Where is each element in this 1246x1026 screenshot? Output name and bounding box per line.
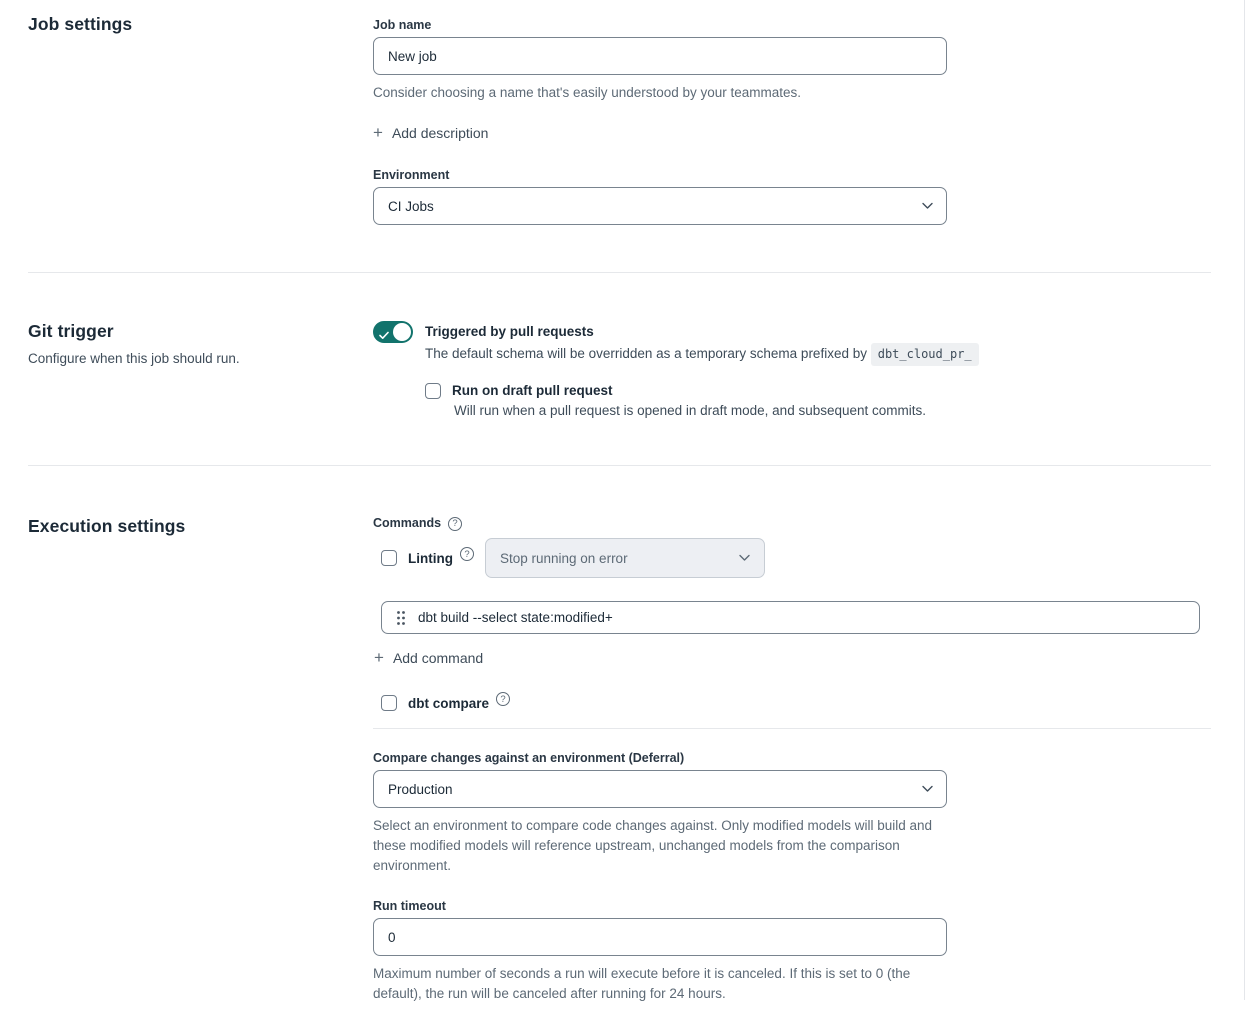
linting-help-icon[interactable]: ? (460, 547, 474, 561)
section-execution-settings (0, 466, 1244, 1026)
section-job-settings (0, 0, 1244, 272)
run-timeout-input[interactable] (373, 918, 947, 956)
deferral-label: Compare changes against an environment (Deferral) (373, 751, 685, 765)
page-title: Job settings (28, 14, 133, 34)
run-timeout-helper: Maximum number of seconds a run will execute before it is canceled. If this is set to 0 (the default), the run will be canceled after running for 24 hours. (373, 966, 911, 1001)
git-trigger-subtitle: Configure when this job should run. (28, 351, 240, 366)
add-command-label: Add command (392, 650, 484, 666)
pr-trigger-description: The default schema will be overridden as a temporary schema prefixed by dbt_cloud_pr_ (425, 343, 979, 366)
environment-label: Environment (373, 168, 450, 182)
pr-trigger-toggle[interactable] (373, 321, 413, 343)
git-trigger-title: Git trigger (28, 321, 114, 341)
toggle-knob (393, 323, 411, 341)
run-timeout-label: Run timeout (373, 899, 446, 913)
command-row (381, 601, 1200, 634)
section-git-trigger (0, 273, 1244, 465)
linting-mode-value: Stop running on error (499, 550, 628, 566)
dbt-compare-checkbox[interactable] (381, 695, 397, 711)
environment-select[interactable] (373, 187, 947, 225)
commands-divider (373, 728, 1211, 729)
schema-prefix-badge: dbt_cloud_pr_ (871, 343, 979, 366)
dbt-compare-label: dbt compare (408, 695, 490, 711)
add-command-button[interactable] (374, 650, 483, 666)
add-description-label: Add description (391, 125, 489, 141)
chevron-down-icon (922, 786, 933, 793)
linting-checkbox[interactable] (381, 550, 397, 566)
job-name-label: Job name (373, 18, 432, 32)
draft-pr-description: Will run when a pull request is opened in draft mode, and subsequent commits. (454, 403, 927, 418)
draft-pr-checkbox[interactable] (425, 383, 441, 399)
environment-select-value: CI Jobs (388, 198, 434, 214)
draft-pr-label: Run on draft pull request (452, 383, 613, 398)
job-name-helper: Consider choosing a name that's easily understood by your teammates. (373, 85, 802, 100)
deferral-select[interactable] (373, 770, 947, 808)
deferral-select-value: Production (388, 781, 453, 797)
pr-trigger-label: Triggered by pull requests (425, 324, 594, 339)
chevron-down-icon (739, 555, 750, 562)
chevron-down-icon (922, 203, 933, 210)
dbt-compare-help-icon[interactable]: ? (496, 692, 510, 706)
commands-label: Commands (373, 516, 442, 530)
linting-label: Linting (408, 550, 453, 566)
job-name-input[interactable] (373, 37, 947, 75)
check-icon (379, 327, 389, 345)
drag-handle-icon[interactable] (392, 608, 410, 628)
linting-mode-select[interactable] (485, 538, 765, 578)
deferral-helper: Select an environment to compare code changes against. Only modified models will build and these modified models will reference upstream, unchanged models from the comparison environment. (373, 818, 933, 873)
command-input[interactable]: dbt build --select state:modified+ (418, 610, 613, 625)
plus-icon: + (373, 123, 383, 142)
plus-icon: + (374, 648, 384, 667)
execution-settings-title: Execution settings (28, 516, 186, 536)
add-description-button[interactable] (373, 125, 488, 141)
commands-help-icon[interactable]: ? (448, 517, 462, 531)
